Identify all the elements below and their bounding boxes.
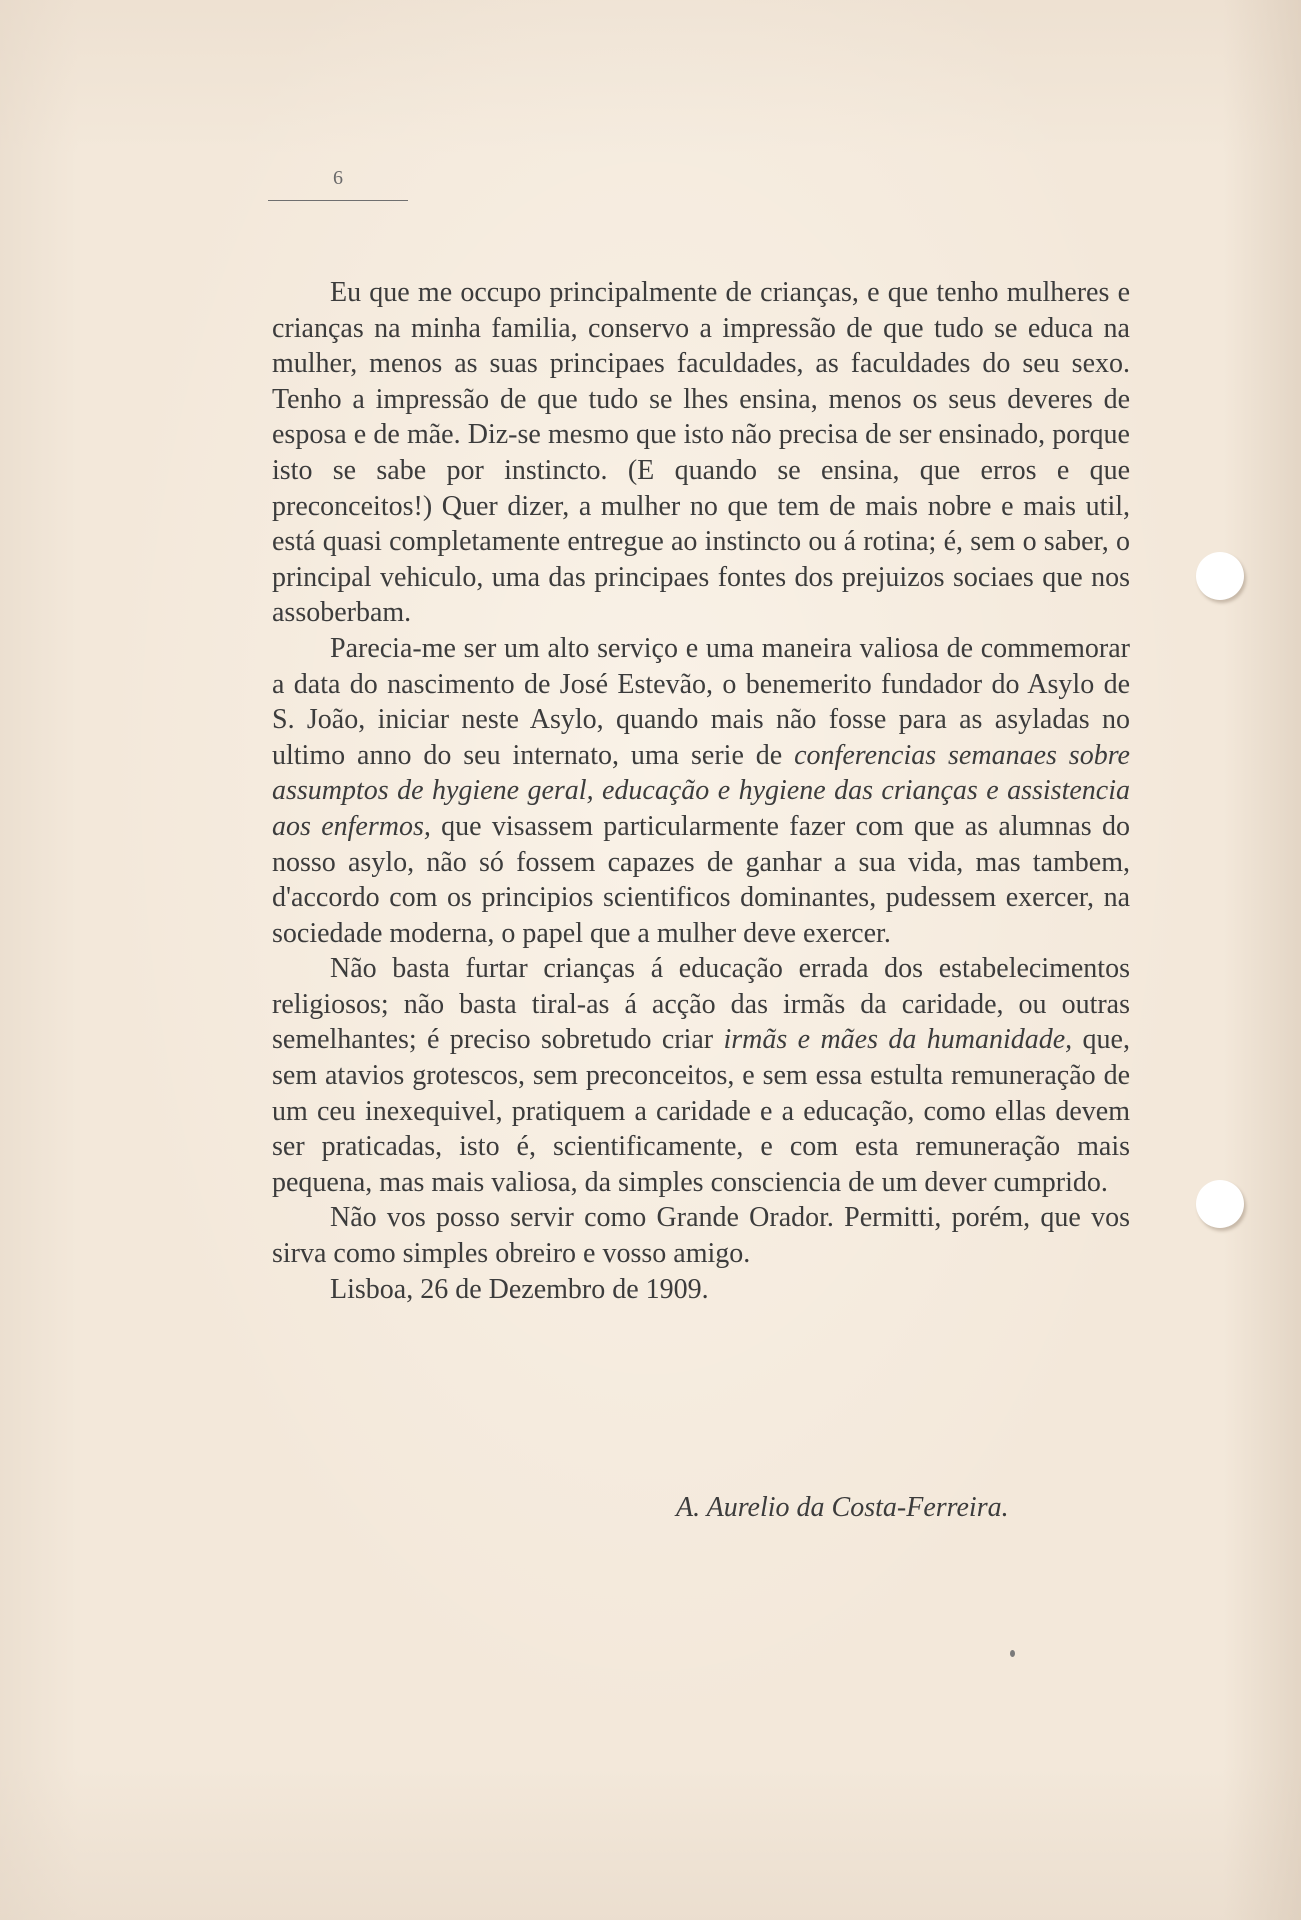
paragraph-3-italic: irmãs e mães da humanidade, (723, 1024, 1073, 1056)
paragraph-3 (272, 951, 1130, 1200)
ink-speck (1010, 1650, 1015, 1657)
paragraph-3-text-before: Não basta furtar crianças á educação errada dos estabelecimentos religiosos; não basta tiral-as á acção das irmãs da caridade, ou outras semelhantes; é preciso sobretudo criar (272, 953, 1130, 1056)
paragraph-1: Eu que me occupo principalmente de crianças, e que tenho mulheres e crianças na minha familia, conservo a impressão de que tudo se educa na mulher, menos as suas principaes faculdades, as faculdades do seu sexo. Tenho a impressão de que tudo se lhes ensina, menos os seus deveres de esposa e de mãe. Diz-se mesmo que isto não precisa de ser ensinado, porque isto se sabe por instincto. (E quando se ensina, que erros e que preconceitos!) Quer dizer, a mulher no que tem de mais nobre e mais util, está quasi completamente entregue ao instincto ou á rotina; é, sem o saber, o principal vehiculo, uma das principaes fontes dos prejuizos sociaes que nos assoberbam. (272, 277, 1130, 629)
dateline: Lisboa, 26 de Dezembro de 1909. (330, 1273, 709, 1305)
paragraph-2-italic: conferencias semanaes sobre assumptos de hygiene geral, educação e hygiene das crianças e assistencia aos enfermos, (272, 739, 1130, 842)
paragraph-3-text-after: que, sem atavios grotescos, sem preconceitos, e sem essa estulta remuneração de um ceu inexequivel, pratiquem a caridade e a educação, como ellas devem ser praticadas, isto é, scientificamente, e com esta remuneração mais pequena, mas mais valiosa, da simples consciencia de um dever cumprido. (272, 1024, 1130, 1198)
paragraph-2 (272, 631, 1130, 951)
body-text (272, 275, 1130, 1307)
punch-hole-top (1196, 552, 1244, 600)
punch-hole-bottom (1196, 1180, 1244, 1228)
paragraph-4: Não vos posso servir como Grande Orador. Permitti, porém, que vos sirva como simples obreiro e vosso amigo. (272, 1202, 1130, 1270)
signature: A. Aurelio da Costa-Ferreira. (676, 1492, 1009, 1523)
paragraph-2-text-after: que visassem particularmente fazer com que as alumnas do nosso asylo, não só fossem capazes de ganhar a sua vida, mas tambem, d'accordo com os principios scientificos dominantes, pudessem exercer, na sociedade moderna, o papel que a mulher deve exercer. (272, 810, 1131, 949)
paragraph-2-text-before: Parecia-me ser um alto serviço e uma maneira valiosa de commemorar a data do nascimento de José Estevão, o benemerito fundador do Asylo de S. João, iniciar neste Asylo, quando mais não fosse para as asyladas no ultimo anno do seu internato, uma serie de (272, 632, 1130, 771)
page-number: 6 (333, 167, 343, 189)
page-header (268, 168, 408, 201)
header-rule (268, 200, 408, 201)
